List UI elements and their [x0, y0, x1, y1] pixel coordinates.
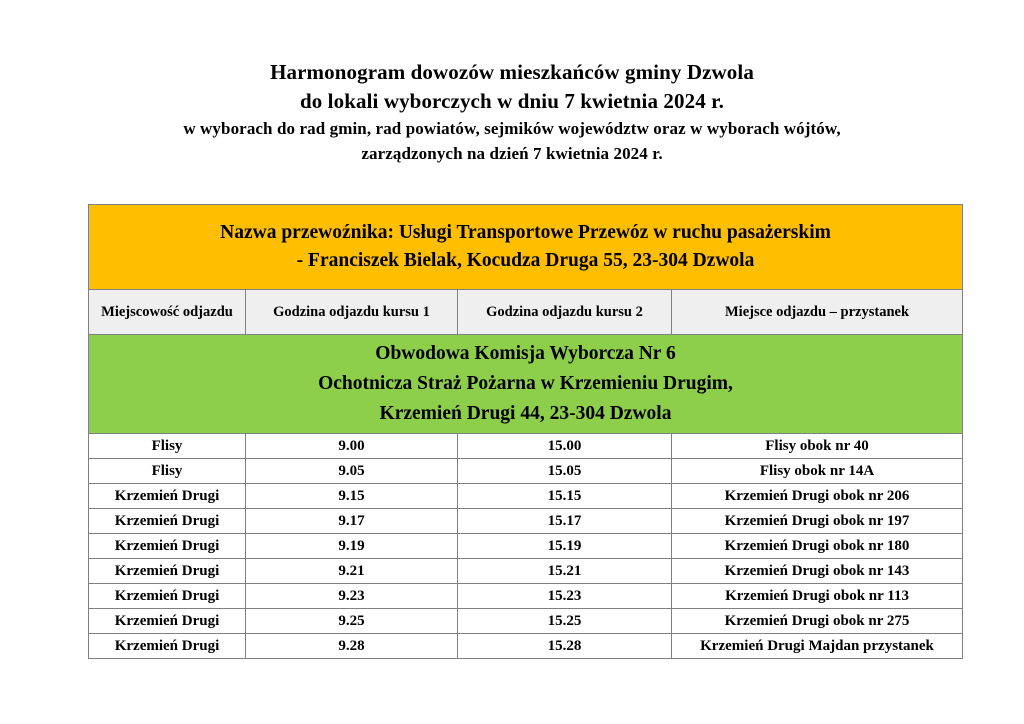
column-header-row	[89, 290, 963, 335]
commission-banner-cell	[89, 335, 963, 434]
cell-stop: Krzemień Drugi obok nr 275	[672, 609, 963, 634]
cell-course-1: 9.19	[246, 534, 458, 559]
schedule-table-body	[89, 205, 963, 659]
cell-locality: Flisy	[89, 434, 246, 459]
cell-course-2: 15.00	[458, 434, 672, 459]
cell-stop: Flisy obok nr 40	[672, 434, 963, 459]
commission-name-line-1: Obwodowa Komisja Wyborcza Nr 6	[375, 343, 676, 364]
table-row	[89, 459, 963, 484]
cell-course-2: 15.17	[458, 509, 672, 534]
column-header-stop: Miejsce odjazdu – przystanek	[672, 290, 963, 335]
cell-course-2: 15.25	[458, 609, 672, 634]
cell-locality: Flisy	[89, 459, 246, 484]
cell-locality: Krzemień Drugi	[89, 559, 246, 584]
cell-stop: Krzemień Drugi obok nr 206	[672, 484, 963, 509]
commission-address-line-3: Krzemień Drugi 44, 23-304 Dzwola	[379, 403, 672, 424]
cell-locality: Krzemień Drugi	[89, 534, 246, 559]
transport-schedule-table	[88, 204, 963, 659]
cell-course-1: 9.23	[246, 584, 458, 609]
cell-locality: Krzemień Drugi	[89, 484, 246, 509]
cell-course-1: 9.17	[246, 509, 458, 534]
cell-locality: Krzemień Drugi	[89, 509, 246, 534]
cell-locality: Krzemień Drugi	[89, 609, 246, 634]
table-row	[89, 484, 963, 509]
cell-stop: Flisy obok nr 14A	[672, 459, 963, 484]
cell-course-1: 9.15	[246, 484, 458, 509]
cell-stop: Krzemień Drugi obok nr 113	[672, 584, 963, 609]
cell-course-2: 15.23	[458, 584, 672, 609]
table-row	[89, 609, 963, 634]
cell-stop: Krzemień Drugi obok nr 180	[672, 534, 963, 559]
commission-banner-row	[89, 335, 963, 434]
column-header-course-2: Godzina odjazdu kursu 2	[458, 290, 672, 335]
carrier-banner-row	[89, 205, 963, 290]
carrier-banner-cell	[89, 205, 963, 290]
cell-course-1: 9.25	[246, 609, 458, 634]
document-title-block	[0, 58, 1024, 166]
carrier-address-line-2: - Franciszek Bielak, Kocudza Druga 55, 23-304 Dzwola	[296, 250, 755, 271]
cell-course-1: 9.28	[246, 634, 458, 659]
column-header-course-1: Godzina odjazdu kursu 1	[246, 290, 458, 335]
table-row	[89, 434, 963, 459]
cell-course-2: 15.15	[458, 484, 672, 509]
cell-course-1: 9.05	[246, 459, 458, 484]
cell-course-2: 15.21	[458, 559, 672, 584]
table-row	[89, 584, 963, 609]
table-row	[89, 534, 963, 559]
page-subtitle-line-2: zarządzonych na dzień 7 kwietnia 2024 r.	[361, 144, 663, 163]
cell-course-1: 9.00	[246, 434, 458, 459]
carrier-name-line-1: Nazwa przewoźnika: Usługi Transportowe Przewóz w ruchu pasażerskim	[220, 222, 831, 243]
cell-course-2: 15.05	[458, 459, 672, 484]
page-title-line-1: Harmonogram dowozów mieszkańców gminy Dzwola	[270, 60, 754, 84]
page-title-line-2: do lokali wyborczych w dniu 7 kwietnia 2024 r.	[299, 89, 725, 113]
table-row	[89, 634, 963, 659]
table-row	[89, 559, 963, 584]
table-row	[89, 509, 963, 534]
cell-stop: Krzemień Drugi Majdan przystanek	[672, 634, 963, 659]
cell-locality: Krzemień Drugi	[89, 584, 246, 609]
column-header-locality: Miejscowość odjazdu	[89, 290, 246, 335]
cell-course-1: 9.21	[246, 559, 458, 584]
cell-course-2: 15.28	[458, 634, 672, 659]
cell-course-2: 15.19	[458, 534, 672, 559]
commission-venue-line-2: Ochotnicza Straż Pożarna w Krzemieniu Drugim,	[318, 373, 733, 394]
page-subtitle-line-1: w wyborach do rad gmin, rad powiatów, sejmików województw oraz w wyborach wójtów,	[183, 119, 841, 138]
cell-stop: Krzemień Drugi obok nr 197	[672, 509, 963, 534]
cell-locality: Krzemień Drugi	[89, 634, 246, 659]
cell-stop: Krzemień Drugi obok nr 143	[672, 559, 963, 584]
